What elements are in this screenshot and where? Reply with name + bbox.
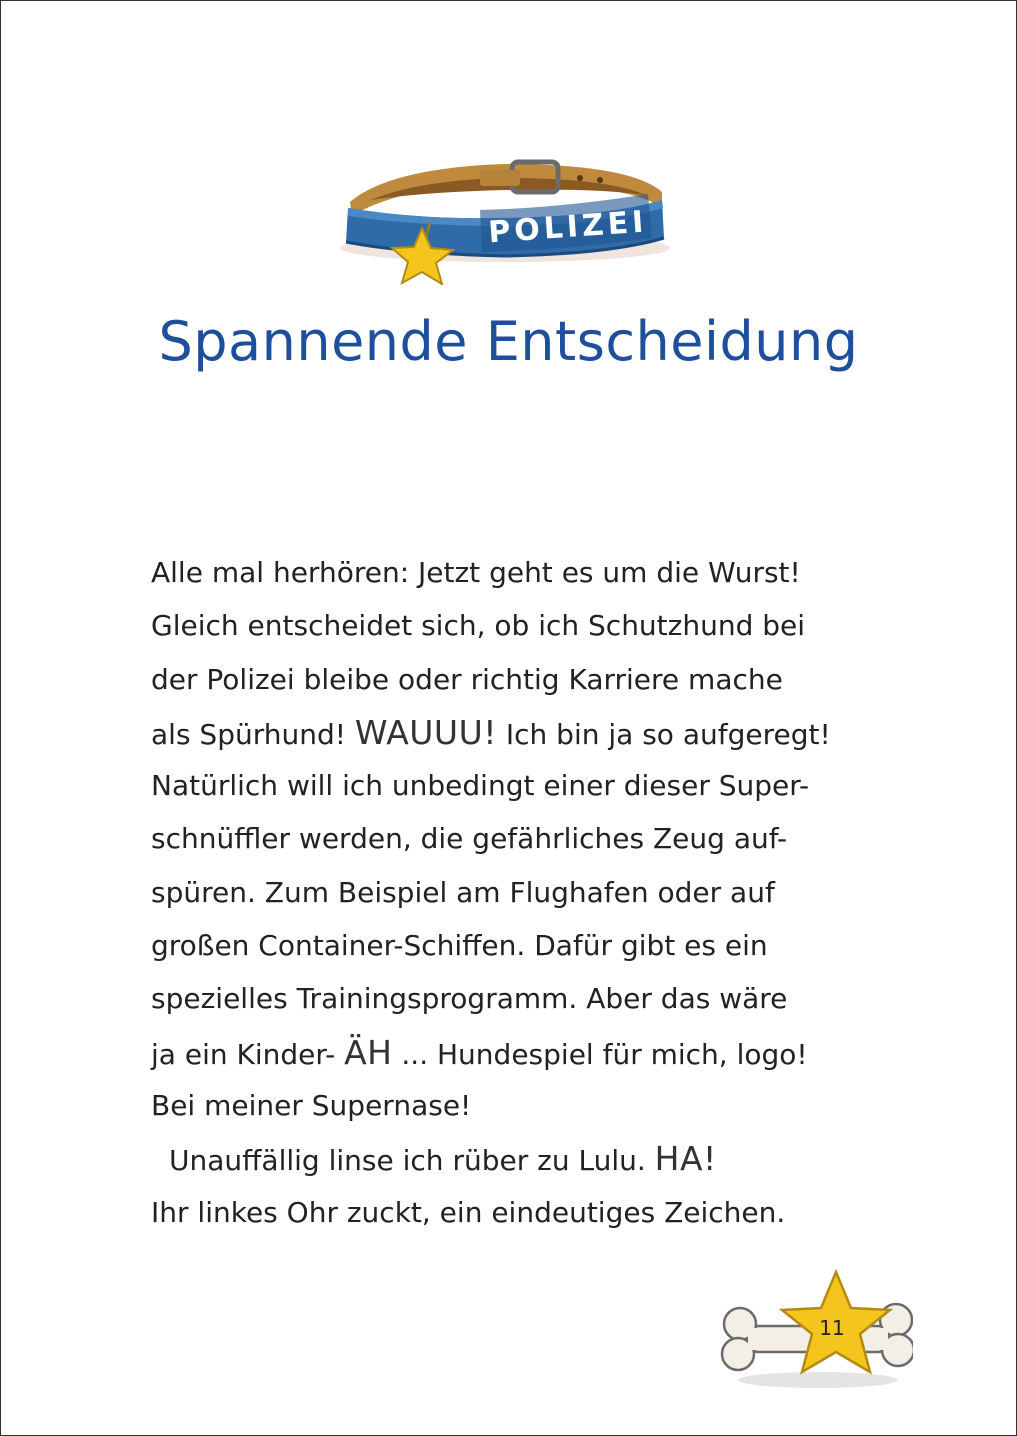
- story-text: [151, 546, 871, 1239]
- text-line: [151, 706, 871, 759]
- text-line: Bei meiner Supernase!: [151, 1088, 472, 1122]
- shout-word: HA!: [654, 1139, 717, 1179]
- text-line: der Polizei bleibe oder richtig Karriere mache: [151, 662, 783, 696]
- shout-word: WAUUU!: [354, 712, 497, 752]
- text-line: Alle mal herhören: Jetzt geht es um die Wurst!: [151, 556, 801, 589]
- text-fragment: Ich bin ja so aufgeregt!: [496, 717, 831, 751]
- text-line: großen Container-Schiffen. Dafür gibt es ein: [151, 929, 768, 963]
- text-line: spüren. Zum Beispiel am Flughafen oder auf: [151, 875, 775, 909]
- police-collar-illustration: [330, 150, 675, 285]
- shout-word: ÄH: [344, 1032, 393, 1072]
- text-fragment: ja ein Kinder-: [151, 1037, 345, 1071]
- page-number: 11: [819, 1316, 845, 1340]
- text-fragment: als Spürhund!: [151, 717, 355, 751]
- text-line: [151, 1026, 871, 1079]
- text-line: schnüffler werden, die gefährliches Zeug auf-: [151, 822, 788, 856]
- chapter-title: Spannende Entscheidung: [158, 310, 859, 373]
- collar-label: POLIZEI: [487, 204, 649, 251]
- text-line: spezielles Trainingsprogramm. Aber das wäre: [151, 982, 788, 1016]
- text-line: Natürlich will ich unbedingt einer dieser Super-: [151, 769, 810, 803]
- text-line: [151, 1132, 871, 1185]
- text-fragment: ... Hundespiel für mich, logo!: [392, 1037, 808, 1071]
- text-line: Gleich entscheidet sich, ob ich Schutzhund bei: [151, 609, 806, 643]
- text-line: Ihr linkes Ohr zuckt, ein eindeutiges Zeichen.: [151, 1195, 786, 1229]
- text-fragment: Unauffällig linse ich rüber zu Lulu.: [169, 1144, 655, 1178]
